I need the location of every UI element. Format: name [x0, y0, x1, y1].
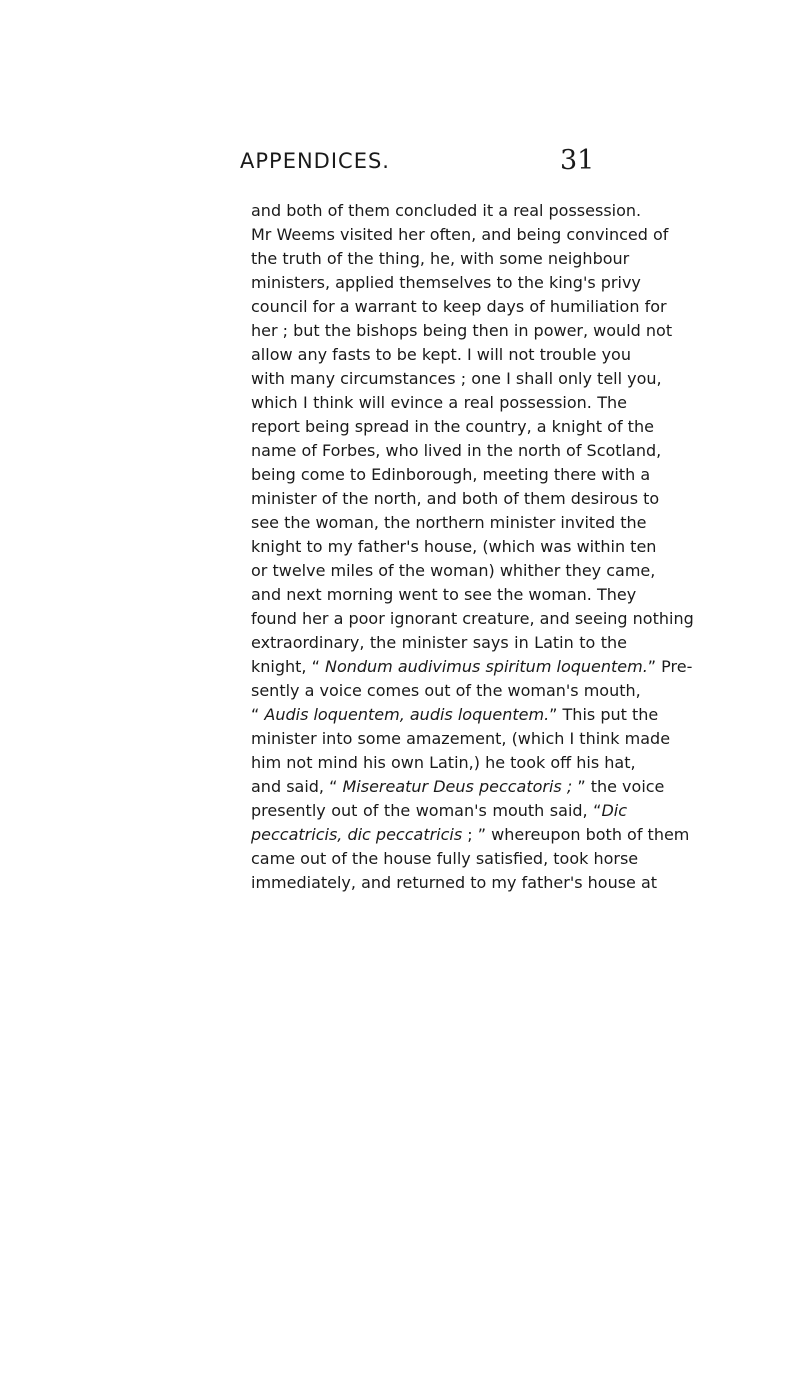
text-line: knight to my father's house, (which was within ten: [251, 537, 657, 556]
text-run: knight, “: [251, 657, 325, 676]
latin-phrase: Nondum audivimus spiritum loquentem.: [324, 657, 648, 676]
latin-phrase: Misereatur Deus peccatoris ;: [342, 777, 573, 796]
text-line: being come to Edinborough, meeting there with a: [251, 465, 651, 484]
text-line: see the woman, the northern minister invited the: [251, 513, 647, 532]
text-line: minister of the north, and both of them desirous to: [251, 489, 660, 508]
text-line: report being spread in the country, a knight of the: [251, 417, 654, 436]
text-line: or twelve miles of the woman) whither they came,: [251, 561, 656, 580]
text-run: ” This put the: [549, 705, 659, 724]
latin-phrase: peccatricis, dic peccatricis: [251, 825, 463, 844]
page-header: [0, 145, 800, 179]
latin-phrase: Audis loquentem, audis loquentem.: [264, 705, 550, 724]
text-line: council for a warrant to keep days of humiliation for: [251, 297, 667, 316]
text-line: the truth of the thing, he, with some neighbour: [251, 249, 630, 268]
running-head: APPENDICES.: [240, 149, 390, 173]
text-line: ministers, applied themselves to the king's privy: [251, 273, 641, 292]
text-line: him not mind his own Latin,) he took off his hat,: [251, 753, 636, 772]
text-line: extraordinary, the minister says in Latin to the: [251, 633, 627, 652]
text-run: ” the voice: [572, 777, 665, 796]
text-line: found her a poor ignorant creature, and seeing nothing: [251, 609, 694, 628]
text-run: “: [251, 705, 265, 724]
text-line: sently a voice comes out of the woman's mouth,: [251, 681, 641, 700]
text-line: minister into some amazement, (which I think made: [251, 729, 671, 748]
text-line: [251, 799, 627, 823]
text-run: ; ” whereupon both of them: [462, 825, 690, 844]
text-line: [251, 823, 690, 847]
text-line: [251, 775, 665, 799]
latin-phrase: Dic: [601, 801, 627, 820]
text-line: and both of them concluded it a real possession.: [251, 201, 642, 220]
text-line: allow any fasts to be kept. I will not trouble you: [251, 345, 631, 364]
text-line: immediately, and returned to my father's house at: [251, 873, 658, 892]
text-line: came out of the house fully satisfied, took horse: [251, 849, 639, 868]
text-run: and said, “: [251, 777, 343, 796]
body-text: [251, 199, 694, 895]
text-line: and next morning went to see the woman. They: [251, 585, 637, 604]
text-run: ” Pre-: [647, 657, 693, 676]
text-line: [251, 703, 659, 727]
page-number: 31: [560, 145, 595, 176]
text-line: name of Forbes, who lived in the north of Scotland,: [251, 441, 662, 460]
text-line: Mr Weems visited her often, and being convinced of: [251, 225, 669, 244]
text-line: with many circumstances ; one I shall only tell you,: [251, 369, 662, 388]
text-line: her ; but the bishops being then in power, would not: [251, 321, 673, 340]
text-line: [251, 655, 693, 679]
text-run: presently out of the woman's mouth said, “: [251, 801, 602, 820]
text-line: which I think will evince a real possession. The: [251, 393, 627, 412]
